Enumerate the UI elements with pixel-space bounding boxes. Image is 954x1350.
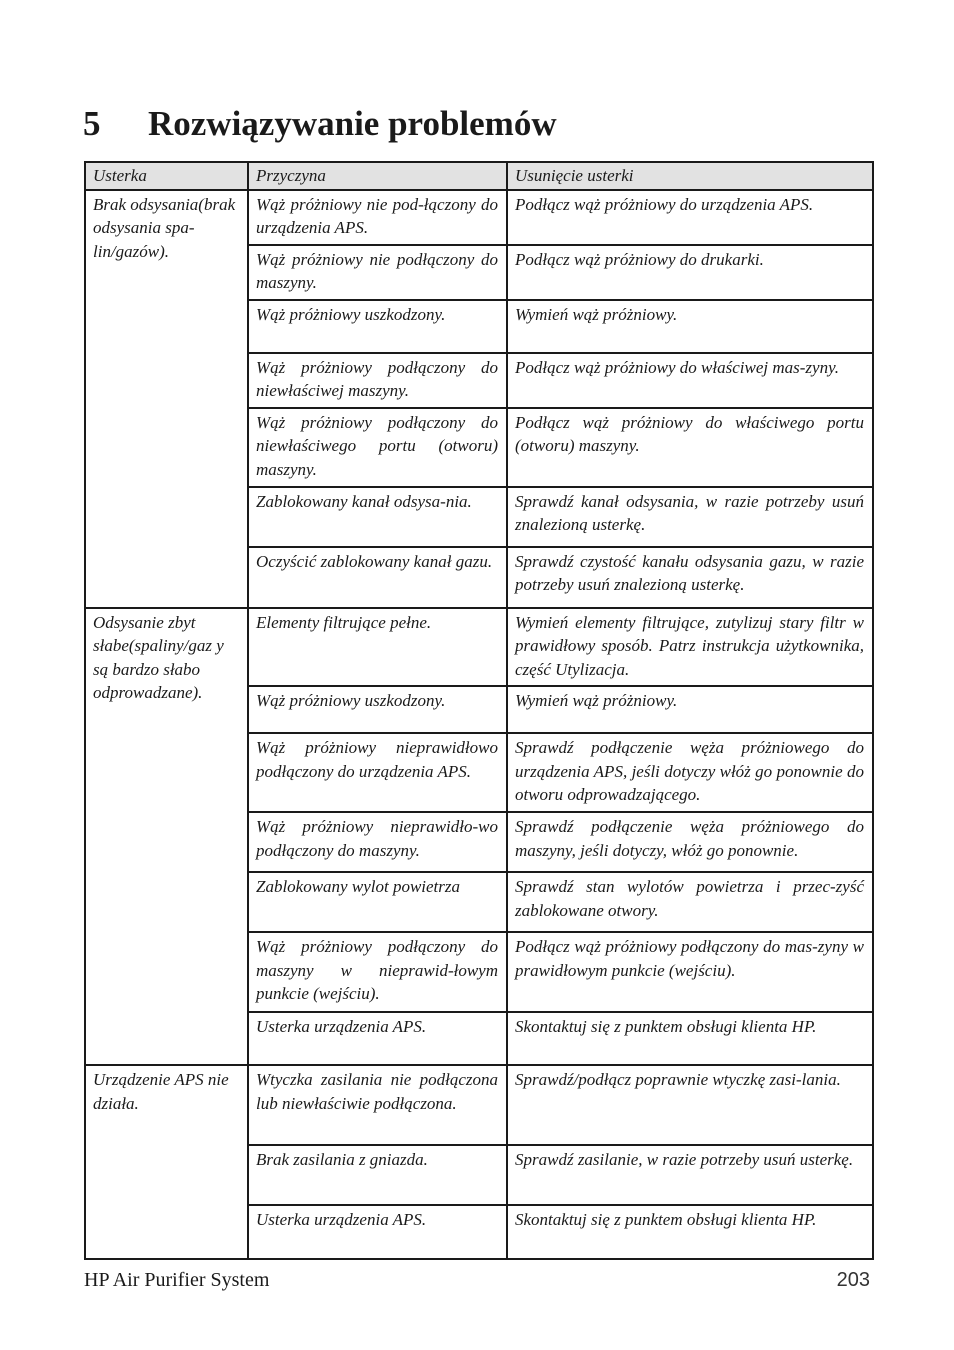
remedy-cell: Podłącz wąż próżniowy do właściwego portu (otworu) maszyny. bbox=[507, 408, 873, 487]
cause-cell: Elementy filtrujące pełne. bbox=[248, 608, 507, 687]
cause-cell: Brak zasilania z gniazda. bbox=[248, 1145, 507, 1205]
cause-cell: Zablokowany kanał odsysa-nia. bbox=[248, 487, 507, 547]
remedy-cell: Skontaktuj się z punktem obsługi klienta HP. bbox=[507, 1205, 873, 1259]
remedy-cell: Skontaktuj się z punktem obsługi klienta HP. bbox=[507, 1012, 873, 1065]
remedy-cell: Wymień elementy filtrujące, zutylizuj stary filtr w prawidłowy sposób. Patrz instrukcja użytkownika, część Utylizacja. bbox=[507, 608, 873, 687]
header-fault: Usterka bbox=[85, 162, 248, 190]
cause-cell: Wąż próżniowy nieprawidło-wo podłączony do maszyny. bbox=[248, 812, 507, 872]
remedy-cell: Wymień wąż próżniowy. bbox=[507, 686, 873, 733]
page-title bbox=[83, 98, 557, 150]
cause-cell: Wąż próżniowy uszkodzony. bbox=[248, 686, 507, 733]
remedy-cell: Sprawdź zasilanie, w razie potrzeby usuń usterkę. bbox=[507, 1145, 873, 1205]
footer-product-name: HP Air Purifier System bbox=[84, 1269, 270, 1291]
remedy-cell: Sprawdź stan wylotów powietrza i przec-zyść zablokowane otwory. bbox=[507, 872, 873, 932]
footer-page-number: 203 bbox=[836, 1269, 870, 1291]
remedy-cell: Podłącz wąż próżniowy do drukarki. bbox=[507, 245, 873, 300]
cause-cell: Wąż próżniowy podłączony do niewłaściwego portu (otworu) maszyny. bbox=[248, 408, 507, 487]
remedy-cell: Wymień wąż próżniowy. bbox=[507, 300, 873, 353]
fault-cell: Odsysanie zbyt słabe(spaliny/gaz y są bardzo słabo odprowadzane). bbox=[85, 608, 248, 1066]
cause-cell: Usterka urządzenia APS. bbox=[248, 1012, 507, 1065]
remedy-cell: Podłącz wąż próżniowy podłączony do mas-zyny w prawidłowym punkcie (wejściu). bbox=[507, 932, 873, 1012]
header-cause: Przyczyna bbox=[248, 162, 507, 190]
cause-cell: Zablokowany wylot powietrza bbox=[248, 872, 507, 932]
remedy-cell: Sprawdź czystość kanału odsysania gazu, w razie potrzeby usuń znalezioną usterkę. bbox=[507, 547, 873, 608]
troubleshooting-table bbox=[84, 161, 874, 1260]
cause-cell: Wąż próżniowy uszkodzony. bbox=[248, 300, 507, 353]
remedy-cell: Sprawdź/podłącz poprawnie wtyczkę zasi-lania. bbox=[507, 1065, 873, 1145]
section-number: 5 bbox=[83, 104, 101, 143]
header-remedy: Usunięcie usterki bbox=[507, 162, 873, 190]
cause-cell: Wtyczka zasilania nie podłączona lub niewłaściwie podłączona. bbox=[248, 1065, 507, 1145]
remedy-cell: Sprawdź podłączenie węża próżniowego do urządzenia APS, jeśli dotyczy włóż go ponownie do otworu odprowadzającego. bbox=[507, 733, 873, 812]
table-row bbox=[85, 608, 873, 687]
table-row bbox=[85, 190, 873, 245]
cause-cell: Oczyścić zablokowany kanał gazu. bbox=[248, 547, 507, 608]
cause-cell: Wąż próżniowy nieprawidłowo podłączony do urządzenia APS. bbox=[248, 733, 507, 812]
remedy-cell: Podłącz wąż próżniowy do właściwej mas-zyny. bbox=[507, 353, 873, 408]
table-row bbox=[85, 1065, 873, 1145]
section-title: Rozwiązywanie problemów bbox=[148, 104, 557, 143]
cause-cell: Usterka urządzenia APS. bbox=[248, 1205, 507, 1259]
cause-cell: Wąż próżniowy nie pod-łączony do urządzenia APS. bbox=[248, 190, 507, 245]
table-header-row bbox=[85, 162, 873, 190]
remedy-cell: Podłącz wąż próżniowy do urządzenia APS. bbox=[507, 190, 873, 245]
remedy-cell: Sprawdź podłączenie węża próżniowego do maszyny, jeśli dotyczy, włóż go ponownie. bbox=[507, 812, 873, 872]
remedy-cell: Sprawdź kanał odsysania, w razie potrzeby usuń znalezioną usterkę. bbox=[507, 487, 873, 547]
cause-cell: Wąż próżniowy podłączony do niewłaściwej maszyny. bbox=[248, 353, 507, 408]
cause-cell: Wąż próżniowy podłączony do maszyny w nieprawid-łowym punkcie (wejściu). bbox=[248, 932, 507, 1012]
cause-cell: Wąż próżniowy nie podłączony do maszyny. bbox=[248, 245, 507, 300]
fault-cell: Brak odsysania(brak odsysania spa-lin/gazów). bbox=[85, 190, 248, 608]
fault-cell: Urządzenie APS nie działa. bbox=[85, 1065, 248, 1259]
